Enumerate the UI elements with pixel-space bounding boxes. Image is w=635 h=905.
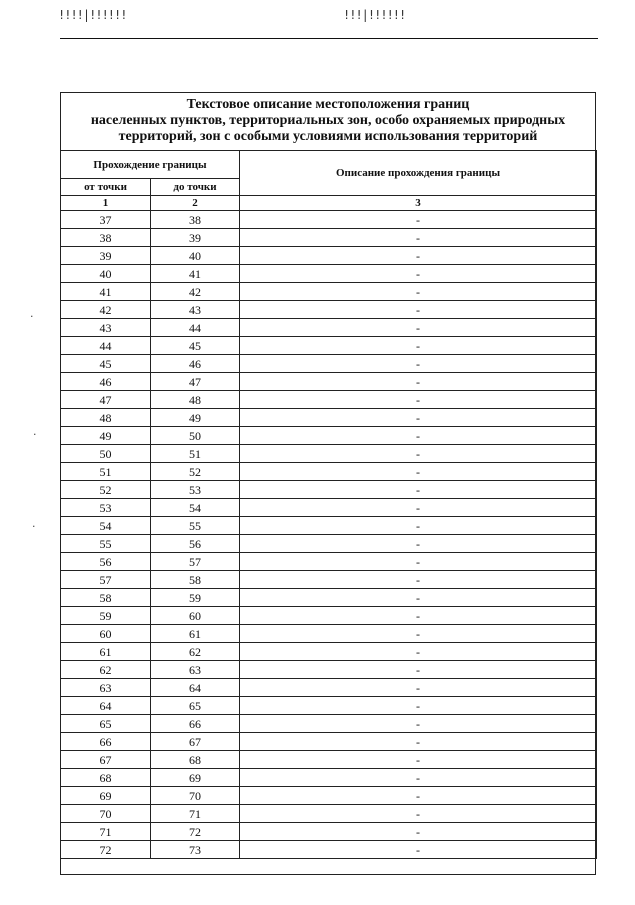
table-row xyxy=(61,319,597,337)
table-row xyxy=(61,229,597,247)
table-row xyxy=(61,841,597,859)
table-row xyxy=(61,409,597,427)
cell-desc: - xyxy=(240,787,597,805)
table-body xyxy=(61,211,597,859)
cell-from: 68 xyxy=(61,769,151,787)
table-row xyxy=(61,571,597,589)
cell-from: 40 xyxy=(61,265,151,283)
cell-desc: - xyxy=(240,211,597,229)
document-frame xyxy=(60,92,596,875)
cell-to: 50 xyxy=(151,427,240,445)
cell-to: 68 xyxy=(151,751,240,769)
cell-desc: - xyxy=(240,391,597,409)
cell-from: 59 xyxy=(61,607,151,625)
cell-to: 42 xyxy=(151,283,240,301)
cell-desc: - xyxy=(240,751,597,769)
cell-to: 51 xyxy=(151,445,240,463)
cell-desc: - xyxy=(240,445,597,463)
cell-to: 61 xyxy=(151,625,240,643)
cell-to: 45 xyxy=(151,337,240,355)
cell-desc: - xyxy=(240,337,597,355)
scan-marks-left: !!!!|!!!!!! xyxy=(58,8,127,22)
cell-from: 50 xyxy=(61,445,151,463)
header-description: Описание прохождения границы xyxy=(240,151,597,196)
cell-desc: - xyxy=(240,607,597,625)
table-row xyxy=(61,463,597,481)
cell-from: 47 xyxy=(61,391,151,409)
cell-desc: - xyxy=(240,571,597,589)
cell-desc: - xyxy=(240,229,597,247)
header-to-point: до точки xyxy=(151,179,240,196)
cell-to: 71 xyxy=(151,805,240,823)
column-number-1: 1 xyxy=(61,196,151,211)
cell-desc: - xyxy=(240,535,597,553)
title-line-1: Текстовое описание местоположения границ xyxy=(186,97,470,112)
cell-desc: - xyxy=(240,715,597,733)
table-row xyxy=(61,823,597,841)
title-line-2: населенных пунктов, территориальных зон, особо охраняемых природных xyxy=(90,113,566,128)
cell-from: 65 xyxy=(61,715,151,733)
title-line-3: территорий, зон с особыми условиями использования территорий xyxy=(118,129,538,144)
cell-from: 66 xyxy=(61,733,151,751)
cell-from: 55 xyxy=(61,535,151,553)
table-row xyxy=(61,733,597,751)
cell-desc: - xyxy=(240,643,597,661)
table-row xyxy=(61,769,597,787)
cell-desc: - xyxy=(240,733,597,751)
cell-from: 62 xyxy=(61,661,151,679)
cell-desc: - xyxy=(240,283,597,301)
cell-desc: - xyxy=(240,481,597,499)
cell-from: 61 xyxy=(61,643,151,661)
cell-to: 60 xyxy=(151,607,240,625)
cell-desc: - xyxy=(240,427,597,445)
scan-marks-middle: !!!|!!!!!! xyxy=(343,8,406,22)
cell-to: 49 xyxy=(151,409,240,427)
group-header-boundary: Прохождение границы xyxy=(61,151,240,179)
cell-to: 47 xyxy=(151,373,240,391)
cell-to: 73 xyxy=(151,841,240,859)
cell-desc: - xyxy=(240,355,597,373)
table-row xyxy=(61,301,597,319)
cell-to: 39 xyxy=(151,229,240,247)
cell-from: 42 xyxy=(61,301,151,319)
header-from-point: от точки xyxy=(61,179,151,196)
cell-desc: - xyxy=(240,409,597,427)
table-row xyxy=(61,589,597,607)
column-number-3: 3 xyxy=(240,196,597,211)
cell-desc: - xyxy=(240,247,597,265)
cell-from: 57 xyxy=(61,571,151,589)
table-row xyxy=(61,535,597,553)
cell-to: 69 xyxy=(151,769,240,787)
cell-from: 52 xyxy=(61,481,151,499)
table-row xyxy=(61,751,597,769)
table-row xyxy=(61,553,597,571)
cell-from: 67 xyxy=(61,751,151,769)
cell-to: 57 xyxy=(151,553,240,571)
cell-to: 59 xyxy=(151,589,240,607)
cell-to: 56 xyxy=(151,535,240,553)
cell-desc: - xyxy=(240,805,597,823)
cell-to: 55 xyxy=(151,517,240,535)
cell-to: 65 xyxy=(151,697,240,715)
cell-to: 53 xyxy=(151,481,240,499)
cell-from: 38 xyxy=(61,229,151,247)
cell-from: 45 xyxy=(61,355,151,373)
cell-from: 64 xyxy=(61,697,151,715)
cell-to: 38 xyxy=(151,211,240,229)
cell-desc: - xyxy=(240,697,597,715)
table-row xyxy=(61,211,597,229)
table-row xyxy=(61,517,597,535)
cell-to: 41 xyxy=(151,265,240,283)
table-row xyxy=(61,427,597,445)
cell-desc: - xyxy=(240,319,597,337)
cell-to: 58 xyxy=(151,571,240,589)
table-row xyxy=(61,499,597,517)
table-row xyxy=(61,607,597,625)
boundary-table xyxy=(60,150,597,859)
cell-to: 52 xyxy=(151,463,240,481)
table-row xyxy=(61,373,597,391)
cell-desc: - xyxy=(240,553,597,571)
cell-to: 72 xyxy=(151,823,240,841)
cell-desc: - xyxy=(240,661,597,679)
cell-from: 39 xyxy=(61,247,151,265)
cell-from: 72 xyxy=(61,841,151,859)
table-row xyxy=(61,679,597,697)
cell-to: 66 xyxy=(151,715,240,733)
cell-from: 69 xyxy=(61,787,151,805)
table-row xyxy=(61,787,597,805)
cell-to: 70 xyxy=(151,787,240,805)
cell-desc: - xyxy=(240,769,597,787)
cell-from: 37 xyxy=(61,211,151,229)
margin-speck: · xyxy=(32,520,36,533)
cell-to: 46 xyxy=(151,355,240,373)
cell-to: 40 xyxy=(151,247,240,265)
cell-to: 63 xyxy=(151,661,240,679)
cell-from: 71 xyxy=(61,823,151,841)
table-row xyxy=(61,355,597,373)
table-row xyxy=(61,283,597,301)
column-number-2: 2 xyxy=(151,196,240,211)
table-row xyxy=(61,445,597,463)
table-row xyxy=(61,337,597,355)
cell-from: 43 xyxy=(61,319,151,337)
cell-desc: - xyxy=(240,301,597,319)
margin-speck: · xyxy=(30,310,34,323)
cell-to: 54 xyxy=(151,499,240,517)
header-rule xyxy=(60,38,598,39)
cell-from: 49 xyxy=(61,427,151,445)
cell-from: 54 xyxy=(61,517,151,535)
cell-from: 51 xyxy=(61,463,151,481)
cell-desc: - xyxy=(240,517,597,535)
table-row xyxy=(61,625,597,643)
table-row xyxy=(61,697,597,715)
cell-desc: - xyxy=(240,265,597,283)
cell-from: 60 xyxy=(61,625,151,643)
table-row xyxy=(61,391,597,409)
cell-to: 48 xyxy=(151,391,240,409)
cell-from: 56 xyxy=(61,553,151,571)
cell-from: 41 xyxy=(61,283,151,301)
document-title xyxy=(61,97,595,145)
cell-from: 63 xyxy=(61,679,151,697)
table-row xyxy=(61,715,597,733)
cell-desc: - xyxy=(240,823,597,841)
cell-desc: - xyxy=(240,625,597,643)
cell-from: 53 xyxy=(61,499,151,517)
cell-desc: - xyxy=(240,463,597,481)
cell-desc: - xyxy=(240,499,597,517)
cell-desc: - xyxy=(240,679,597,697)
cell-from: 48 xyxy=(61,409,151,427)
table-row xyxy=(61,643,597,661)
cell-from: 70 xyxy=(61,805,151,823)
table-row xyxy=(61,247,597,265)
cell-to: 43 xyxy=(151,301,240,319)
margin-speck: · xyxy=(33,428,37,441)
cell-to: 67 xyxy=(151,733,240,751)
cell-to: 64 xyxy=(151,679,240,697)
table-row xyxy=(61,481,597,499)
table-row xyxy=(61,661,597,679)
cell-from: 46 xyxy=(61,373,151,391)
cell-from: 44 xyxy=(61,337,151,355)
cell-from: 58 xyxy=(61,589,151,607)
cell-to: 62 xyxy=(151,643,240,661)
table-row xyxy=(61,265,597,283)
cell-desc: - xyxy=(240,841,597,859)
cell-to: 44 xyxy=(151,319,240,337)
cell-desc: - xyxy=(240,373,597,391)
cell-desc: - xyxy=(240,589,597,607)
table-row xyxy=(61,805,597,823)
